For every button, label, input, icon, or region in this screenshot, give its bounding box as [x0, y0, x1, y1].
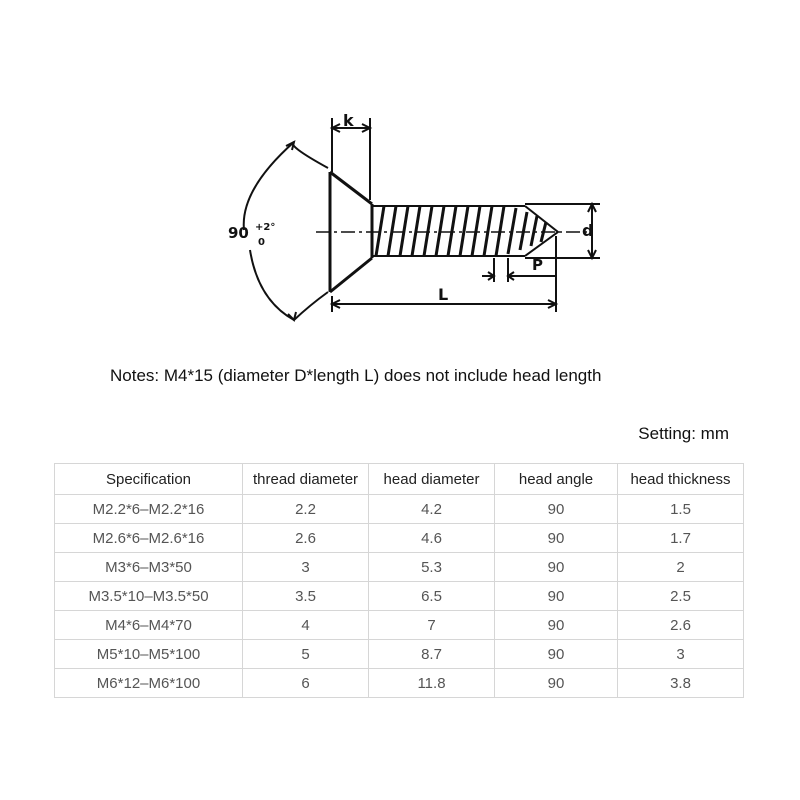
table-cell: 90: [495, 553, 618, 582]
table-cell: 3.5: [243, 582, 369, 611]
table-header-row: [55, 464, 744, 495]
table-cell: 2.6: [618, 611, 744, 640]
table-cell: M2.2*6–M2.2*16: [55, 495, 243, 524]
column-header: head angle: [495, 464, 618, 495]
table-cell: 3: [618, 640, 744, 669]
angle-label: 90: [228, 224, 249, 242]
table-cell: M3.5*10–M3.5*50: [55, 582, 243, 611]
table-row: [55, 524, 744, 553]
table-cell: 2.2: [243, 495, 369, 524]
table-cell: 1.5: [618, 495, 744, 524]
table-row: [55, 669, 744, 698]
table-cell: 5: [243, 640, 369, 669]
table-cell: 4.2: [369, 495, 495, 524]
table-cell: 3: [243, 553, 369, 582]
table-row: [55, 582, 744, 611]
angle-tolerance-plus: +2°: [255, 222, 276, 233]
screw-threads: [372, 206, 558, 256]
screw-diagram: [0, 0, 800, 360]
table-cell: M4*6–M4*70: [55, 611, 243, 640]
table-cell: 11.8: [369, 669, 495, 698]
unit-label: Setting: mm: [638, 424, 729, 443]
table-cell: M3*6–M3*50: [55, 553, 243, 582]
p-dimension: [482, 258, 555, 282]
table-cell: M5*10–M5*100: [55, 640, 243, 669]
table-cell: 90: [495, 582, 618, 611]
table-cell: 3.8: [618, 669, 744, 698]
table-cell: 7: [369, 611, 495, 640]
table-cell: 4: [243, 611, 369, 640]
table-cell: 8.7: [369, 640, 495, 669]
column-header: thread diameter: [243, 464, 369, 495]
angle-tolerance-zero: 0: [258, 237, 265, 248]
notes-text: Notes: M4*15 (diameter D*length L) does not include head length: [110, 366, 602, 385]
p-label: P: [532, 256, 543, 274]
table-cell: 90: [495, 611, 618, 640]
table-cell: 6.5: [369, 582, 495, 611]
d-label: d: [582, 221, 594, 240]
table-cell: 90: [495, 495, 618, 524]
table-cell: 90: [495, 524, 618, 553]
table-row: [55, 611, 744, 640]
l-label: L: [438, 285, 449, 304]
table-row: [55, 640, 744, 669]
table-cell: M2.6*6–M2.6*16: [55, 524, 243, 553]
table-cell: 2.5: [618, 582, 744, 611]
table-cell: 2.6: [243, 524, 369, 553]
table-row: [55, 495, 744, 524]
table-row: [55, 553, 744, 582]
table-cell: M6*12–M6*100: [55, 669, 243, 698]
column-header: head thickness: [618, 464, 744, 495]
table-cell: 1.7: [618, 524, 744, 553]
table-cell: 5.3: [369, 553, 495, 582]
specification-table: [54, 463, 744, 698]
table-cell: 6: [243, 669, 369, 698]
k-label: k: [343, 111, 354, 130]
table-cell: 90: [495, 640, 618, 669]
table-cell: 4.6: [369, 524, 495, 553]
table-cell: 90: [495, 669, 618, 698]
column-header: head diameter: [369, 464, 495, 495]
table-cell: 2: [618, 553, 744, 582]
column-header: Specification: [55, 464, 243, 495]
